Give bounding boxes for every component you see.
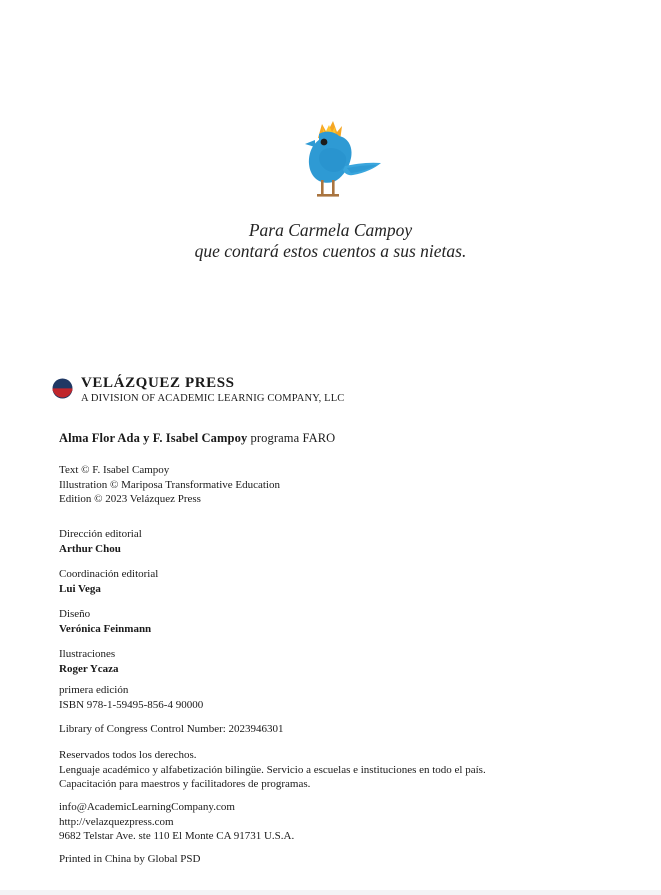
contact-block — [59, 800, 294, 844]
credit-group — [59, 647, 158, 676]
edition-label: primera edición — [59, 684, 129, 696]
page-bottom-edge — [0, 890, 661, 895]
bird-illustration — [295, 118, 391, 202]
publisher-name: VELÁZQUEZ PRESS — [81, 375, 235, 391]
credit-name: Lui Vega — [59, 582, 101, 595]
copyright-edition: Edition © 2023 Velázquez Press — [59, 493, 201, 505]
isbn: ISBN 978-1-59495-856-4 90000 — [59, 698, 204, 711]
credit-role: Dirección editorial — [59, 528, 142, 540]
program-name: programa FARO — [247, 431, 336, 445]
rights-line-1: Reservados todos los derechos. — [59, 749, 197, 761]
contact-address: 9682 Telstar Ave. ste 110 El Monte CA 91731 U.S.A. — [59, 830, 295, 842]
authors-line — [59, 431, 335, 446]
edition-block — [59, 683, 203, 712]
bird-leg — [332, 180, 335, 195]
bird-eye — [321, 139, 328, 146]
publisher-subtitle: A DIVISION OF ACADEMIC LEARNIG COMPANY, LLC — [81, 393, 345, 404]
bird-leg — [321, 180, 324, 195]
copyright-block — [59, 463, 280, 507]
credit-group — [59, 607, 158, 636]
contact-email[interactable]: info@AcademicLearningCompany.com — [59, 801, 235, 813]
dedication-line-2: que contará estos cuentos a sus nietas. — [194, 241, 467, 261]
credits-block — [59, 527, 158, 676]
authors-names: Alma Flor Ada y F. Isabel Campoy — [59, 431, 248, 445]
contact-website[interactable]: http://velazquezpress.com — [59, 815, 174, 828]
copyright-illustration: Illustration © Mariposa Transformative Education — [59, 478, 280, 491]
credit-name: Verónica Feinmann — [59, 622, 152, 635]
credit-name: Arthur Chou — [59, 542, 121, 555]
dedication-line-1: Para Carmela Campoy — [248, 220, 413, 240]
rights-block — [59, 748, 486, 792]
rights-line-2: Lenguaje académico y alfabetización bilingüe. Servicio a escuelas e instituciones en todo el país. — [59, 763, 486, 776]
rights-line-3: Capacitación para maestros y facilitadores de programas. — [59, 778, 311, 790]
velazquez-press-logo-icon — [52, 378, 73, 399]
credit-role: Ilustraciones — [59, 648, 116, 660]
publisher-block — [52, 376, 344, 405]
copyright-text: Text © F. Isabel Campoy — [59, 464, 170, 476]
credit-group — [59, 527, 158, 556]
credit-group — [59, 567, 158, 596]
printed-in: Printed in China by Global PSD — [59, 853, 201, 865]
credit-role: Diseño — [59, 608, 91, 620]
credit-role: Coordinación editorial — [59, 568, 159, 580]
dedication — [0, 220, 661, 262]
credit-name: Roger Ycaza — [59, 662, 119, 675]
lccn: Library of Congress Control Number: 2023946301 — [59, 723, 284, 735]
